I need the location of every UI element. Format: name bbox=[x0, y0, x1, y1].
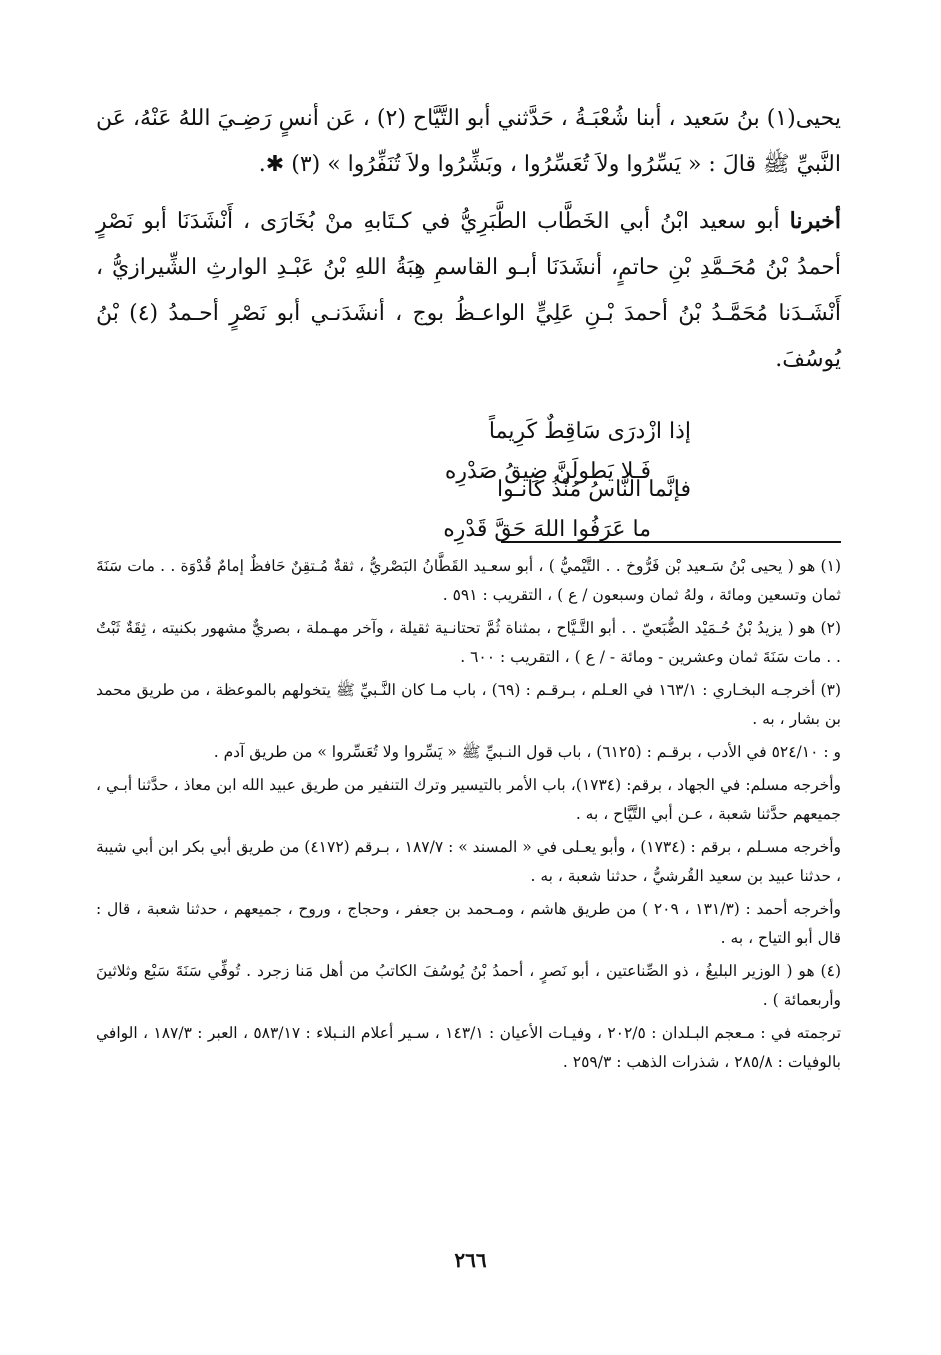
footnote-2: (٢) هو ( يزيدُ بْنُ حُـمَيْد الضُّبَعيّ . . أبو التَّـيَّاح ، بمثناة ثُمَّ تحتانـية ثقيلة ، وآخر مهـملة ، بصريٌّ مشهور بكنيته ، ثِقَةٌ ثَبْتٌ . . مات سَنَةَ ثمان وعشرين - ومائة - / ع ) ، التقريب : ٦٠٠ . bbox=[96, 619, 841, 666]
page-number: ٢٦٦ bbox=[454, 1248, 487, 1272]
footnote-3-continued: و : ٥٢٤/١٠ في الأدب ، برقـم : (٦١٢٥) ، باب قول النـبيِّ ﷺ « يَسِّروا ولا تُعَسِّروا » من طريق آدم . bbox=[213, 743, 841, 761]
footnote-3-continued: وأخرجه مسـلم ، برقم : (١٧٣٤) ، وأبو يعـلى في « المسند » : ١٨٧/٧ ، بـرقم (٤١٧٢) من طريق أبي بكر ابن أبي شيبة ، حدثنا عبيد بن سعيد القُرشيُّ ، حدثنا شعبة ، به . bbox=[96, 838, 842, 885]
verse-first-hemistich: إذا ازْدرَى سَاقِطٌ كَرِيماً bbox=[488, 419, 691, 444]
footnote-3-continued: وأخرجه أحمد : (١٣١/٣ ، ٢٠٩ ) من طريق هاشم ، ومـحمد بن جعفر ، وحجاج ، وروح ، جميعهم ، حدثنا شعبة ، قال : قال أبو التياح ، به . bbox=[96, 900, 842, 947]
footnote-1: (١) هو ( يحيى بْنُ سَـعيد بْن فَرُّوخ . . التَّيْميُّ ) ، أبو سعـيد القَطَّانُ البَصْريُّ ، ثقةٌ مُـتقِنٌ حَافظٌ إمامٌ قُدْوَة . . مات سَنَةَ ثمان وتسعين ومائة ، ولهُ ثمان وسبعون / ع ) ، التقريب : ٥٩١ . bbox=[96, 557, 841, 604]
footnote-divider bbox=[501, 541, 841, 543]
chain-paragraph-text: أبو سعيد ابْنُ أبي الخَطَّاب الطَّبَرِيُّ في كـتَابهِ منْ بُخَارَى ، أَنْشَدَنَا أبو نَصْرٍ أحمدُ بْنُ مُحَـمَّدِ بْنِ حاتمٍ، أنشَدَنَا أبـو القاسمِ هِبَةُ اللهِ بْنُ عَبْـدِ الوارثِ الشِّيرازيُّ ، أَنْشَـدَنا مُحَمَّـدُ بْنُ أحمدَ بْـنِ عَلِيٍّ الواعـظُ بوج ، أنشَدَنـي أبو نَصْرٍ أحـمدُ (٤) بْنُ يُوسُفَ. bbox=[96, 209, 841, 372]
footnotes bbox=[96, 552, 841, 1081]
footnote-4: (٤) هو ( الوزير البليغُ ، ذو الصِّناعتين ، أبو نَصرٍ ، أحمدُ بْنُ يُوسُفَ الكاتبُ من أهل مَنا زجرد . تُوفِّي سَنَةَ سَبْع وثلاثينَ وأربعمائة ) . bbox=[96, 962, 841, 1009]
footnote-3: (٣) أخرجـه البخـاري : ١٦٣/١ في العـلم ، بـرقـم : (٦٩) ، باب مـا كان النَّـبيِّ ﷺ يتخولهم بالموعظة ، من طريق محمد بن بشار ، به . bbox=[96, 681, 841, 728]
verse-first-hemistich: فإنَّما النَّاسُ مُنْذُ كانـوا bbox=[497, 477, 691, 502]
verse-second-hemistich: فَـلا يَطولَنَّ ضِيقُ صَدْرِه bbox=[444, 459, 651, 484]
hadith-paragraph: يحيى(١) بنُ سَعيد ، أبنا شُعْبَـةُ ، حَدَّثني أبو التَّيَّاح (٢) ، عَن أنسٍ رَضِـيَ اللهُ عَنْهُ، عَن النَّبيِّ ﷺ قالَ : « يَسِّرُوا ولاَ تُعَسِّرُوا ، وبَشِّرُوا ولاَ تُنَفِّرُوا » (٣) ✱. bbox=[96, 106, 842, 177]
footnote-3-continued: وأخرجه مسلم: في الجهاد ، برقم: (١٧٣٤)، باب الأمر بالتيسير وترك التنفير من طريق عبيد الله ابن معاذ ، حدَّثنا أبـي ، جميعهم حدَّثنا شعبة ، عـن أبي التَّيَّاح ، به . bbox=[96, 776, 841, 823]
main-text bbox=[96, 96, 841, 383]
poem-verse bbox=[211, 470, 691, 550]
verse-second-hemistich: ما عَرَفُوا اللهَ حَقَّ قَدْرِه bbox=[443, 517, 651, 542]
chain-paragraph bbox=[96, 198, 841, 383]
chain-lead-word: أخبرنا bbox=[789, 208, 841, 234]
footnote-4-continued: ترجمته في : مـعجم البـلدان : ٢٠٢/٥ ، وفيـات الأعيان : ١٤٣/١ ، سـير أعلام النـبلاء : ٥٨٣/١٧ ، العبر : ١٨٧/٣ ، الوافي بالوفيات : ٢٨٥/٨ ، شذرات الذهب : ٢٥٩/٣ . bbox=[96, 1024, 842, 1071]
